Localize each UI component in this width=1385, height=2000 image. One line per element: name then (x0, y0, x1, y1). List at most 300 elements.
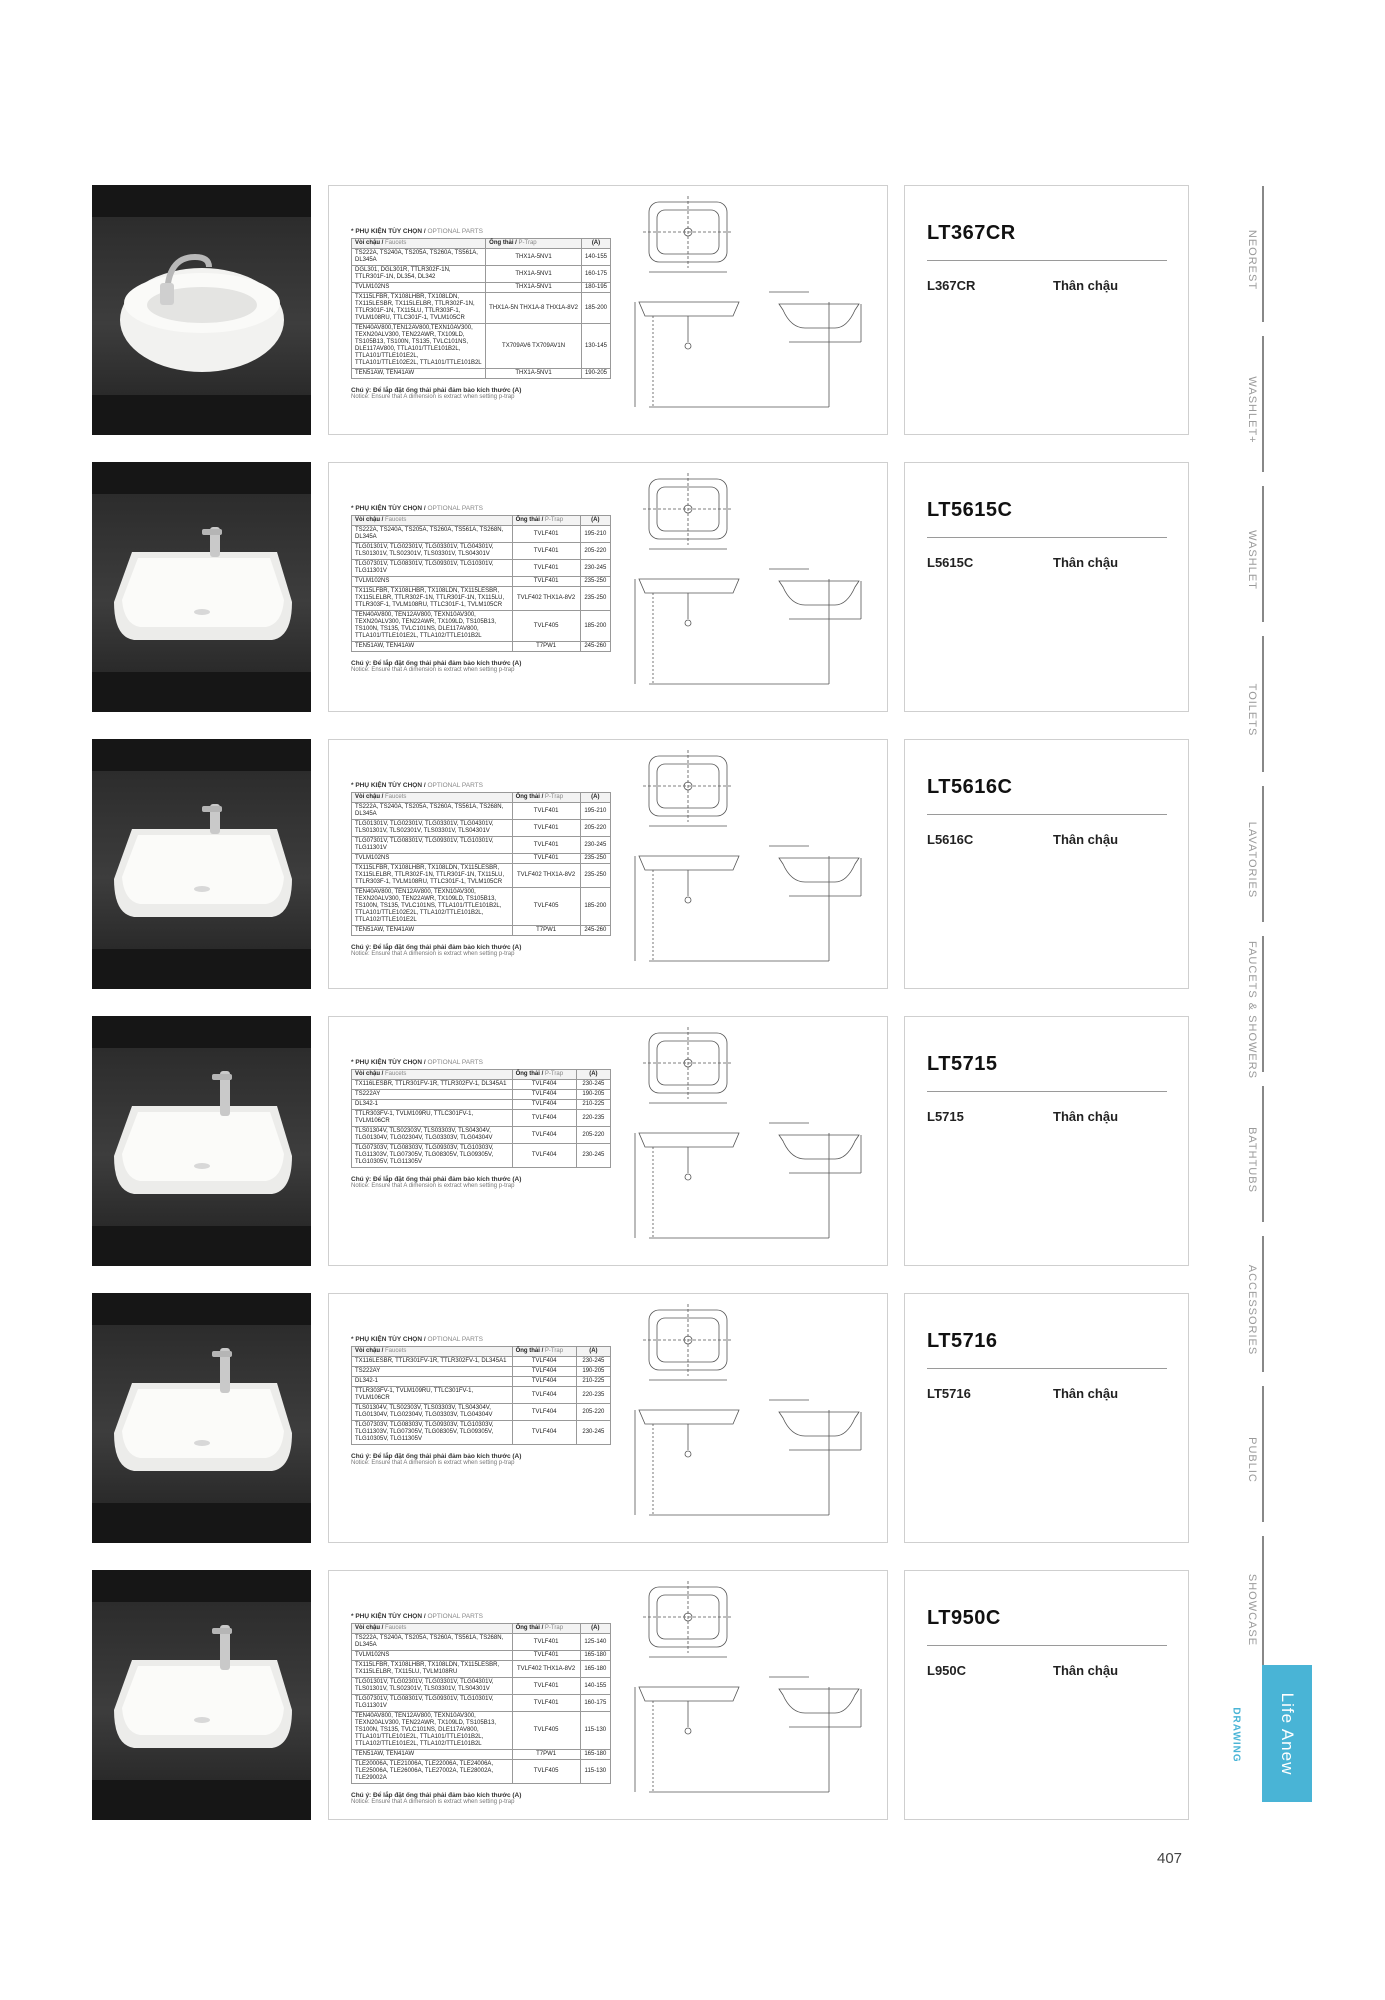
trap-cell: TVLF405 (512, 888, 580, 926)
trap-cell: TVLF404 (512, 1080, 576, 1090)
table-row (352, 283, 611, 293)
col-a: (A) (580, 793, 610, 803)
note-en: Notice: Ensure that A dimension is extract when setting p-trap (351, 394, 515, 400)
optional-label: * PHỤ KIỆN TÙY CHỌN / (351, 1613, 428, 1620)
table-row (352, 560, 611, 577)
faucet-cell: TEN40AV800,TEN12AV800,TEXN10AV300, TEXN20ALV300, TEN22AWR, TX109LD, TS105B13, TS100N, TS135, TVLC101NS, DLE117AV800, TTLA101/TTLE101B2L, TTLA101/TTLE101E2L, TTLA101/TTLE102E2L, TTLA101/TTLE101B2L (352, 324, 486, 369)
technical-drawing (629, 746, 879, 987)
note-vi: Chú ý: Để lắp đặt ống thải phải đảm bảo kích thước (A) (351, 660, 522, 667)
table-row (352, 1367, 611, 1377)
optional-parts-table (351, 792, 611, 936)
optional-label: * PHỤ KIỆN TÙY CHỌN / (351, 1059, 428, 1066)
a-cell: 235-250 (580, 864, 610, 888)
col-trap: Ống thải / P-Trap (512, 1624, 580, 1634)
part-code: L5616C (927, 832, 974, 847)
spec-panel (328, 185, 888, 435)
faucet-cell: TLG01301V, TLG02301V, TLG03301V, TLG04301V, TLS01301V, TLS02301V, TLS03301V, TLS04301V (352, 820, 513, 837)
a-cell: 230-245 (580, 837, 610, 854)
trap-cell: TVLF401 (512, 820, 580, 837)
trap-cell: TX709AV6 TX709AV1N (486, 324, 582, 369)
faucet-cell: TS222AY (352, 1367, 513, 1377)
optional-parts-title (351, 228, 611, 235)
note-en: Notice: Ensure that A dimension is extract when setting p-trap (351, 1799, 515, 1805)
part-code: L367CR (927, 278, 976, 293)
side-nav-separator (1262, 786, 1264, 922)
product-row (92, 185, 1188, 437)
note-vi: Chú ý: Để lắp đặt ống thải phải đảm bảo kích thước (A) (351, 387, 522, 394)
optional-label-en: OPTIONAL PARTS (427, 1613, 483, 1620)
col-faucet: Vòi chậu / Faucets (352, 1347, 513, 1357)
a-cell: 140-155 (580, 1678, 610, 1695)
side-nav-label: ACCESSORIES (1246, 1264, 1258, 1356)
trap-cell: TVLF404 (512, 1377, 576, 1387)
optional-parts-title (351, 1613, 611, 1620)
col-faucet-en: Faucets (385, 1348, 407, 1354)
a-cell: 160-175 (581, 266, 610, 283)
faucet-cell: TLE20006A, TLE21006A, TLE22006A, TLE24006A, TLE25006A, TLE26006A, TLE27002A, TLE28002A, TLE29002A (352, 1760, 513, 1784)
part-desc: Thân chậu (1053, 555, 1119, 570)
technical-drawing (629, 469, 879, 710)
optional-parts-title (351, 1336, 611, 1343)
optional-label: * PHỤ KIỆN TÙY CHỌN / (351, 1336, 428, 1343)
product-row (92, 739, 1188, 991)
side-nav-separator (1262, 1386, 1264, 1522)
table-row (352, 803, 611, 820)
trap-cell: TVLF401 (512, 543, 580, 560)
divider (927, 1645, 1167, 1646)
col-faucet: Vòi chậu / Faucets (352, 793, 513, 803)
a-cell: 245-260 (580, 926, 610, 936)
a-cell: 165-180 (580, 1661, 610, 1678)
a-cell: 190-205 (576, 1367, 610, 1377)
product-row (92, 1570, 1188, 1822)
technical-drawing (629, 192, 879, 433)
optional-parts (351, 1613, 611, 1805)
side-nav-separator (1262, 636, 1264, 772)
optional-parts (351, 1336, 611, 1466)
model-code: LT5615C (927, 499, 1013, 521)
divider (927, 537, 1167, 538)
spec-panel (328, 739, 888, 989)
a-cell: 230-245 (576, 1144, 610, 1168)
optional-parts-table (351, 1346, 611, 1445)
a-cell: 230-245 (576, 1357, 610, 1367)
technical-drawing (629, 1300, 879, 1541)
a-cell: 220-235 (576, 1387, 610, 1404)
col-trap-en: P-Trap (544, 517, 564, 523)
optional-parts-table (351, 238, 611, 379)
optional-parts (351, 228, 611, 400)
table-row (352, 1110, 611, 1127)
faucet-cell: TX116LESBR, TTLR301FV-1R, TTLR302FV-1, DL345A1 (352, 1357, 513, 1367)
optional-parts-table (351, 1623, 611, 1784)
trap-cell: TVLF401 (512, 577, 580, 587)
model-panel (904, 739, 1189, 989)
faucet-cell: TLS01304V, TLS02303V, TLS03303V, TLS04304V, TLG01304V, TLG02304V, TLG03303V, TLG04304V (352, 1404, 513, 1421)
part-code: LT5716 (927, 1386, 971, 1401)
col-faucet: Vòi chậu / Faucets (352, 516, 513, 526)
table-row (352, 1090, 611, 1100)
trap-cell: TVLF402 THX1A-8V2 (512, 1661, 580, 1678)
a-cell: 210-225 (576, 1377, 610, 1387)
optional-parts (351, 1059, 611, 1189)
product-row (92, 1293, 1188, 1545)
trap-cell: TVLF404 (512, 1127, 576, 1144)
divider (927, 260, 1167, 261)
table-row (352, 1377, 611, 1387)
product-photo (92, 1016, 311, 1266)
table-header (352, 1624, 611, 1634)
table-row (352, 1421, 611, 1445)
trap-cell: TVLF401 (512, 837, 580, 854)
faucet-cell: TS222A, TS240A, TS205A, TS260A, TS561A, TS268N, DL345A (352, 803, 513, 820)
part-desc: Thân chậu (1053, 1386, 1119, 1401)
trap-cell: TVLF401 (512, 526, 580, 543)
product-photo (92, 1293, 311, 1543)
drawing-tab[interactable] (1226, 1700, 1246, 1770)
side-nav-item[interactable] (1232, 790, 1272, 930)
col-trap-en: P-Trap (544, 794, 564, 800)
model-panel (904, 1016, 1189, 1266)
table-row (352, 1100, 611, 1110)
trap-cell: TVLF401 (512, 803, 580, 820)
a-cell: 230-245 (580, 560, 610, 577)
product-photo (92, 185, 311, 435)
table-row (352, 854, 611, 864)
a-cell: 210-225 (576, 1100, 610, 1110)
faucet-cell: TLG01301V, TLG02301V, TLG03301V, TLG04301V, TLS01301V, TLS02301V, TLS03301V, TLS04301V (352, 543, 513, 560)
table-header (352, 239, 611, 249)
model-panel (904, 1293, 1189, 1543)
spec-panel (328, 1570, 888, 1820)
divider (927, 814, 1167, 815)
col-trap: Ống thải / P-Trap (486, 239, 582, 249)
table-row (352, 837, 611, 854)
faucet-cell: TLG07303V, TLG08303V, TLG09303V, TLG10303V, TLG11303V, TLG07305V, TLG08305V, TLG09305V, TLG10305V, TLG11305V (352, 1144, 513, 1168)
table-row (352, 1634, 611, 1651)
side-nav-separator (1262, 1086, 1264, 1222)
model-code: LT5616C (927, 776, 1013, 798)
table-row (352, 249, 611, 266)
faucet-cell: DL342-1 (352, 1377, 513, 1387)
trap-cell: TVLF405 (512, 1712, 580, 1750)
table-row (352, 1760, 611, 1784)
part-desc: Thân chậu (1053, 278, 1119, 293)
side-nav-item[interactable] (1232, 940, 1272, 1080)
a-cell: 230-245 (576, 1080, 610, 1090)
col-a: (A) (576, 1070, 610, 1080)
col-trap-en: P-Trap (518, 240, 537, 246)
product-photo (92, 1570, 311, 1820)
model-panel (904, 1570, 1189, 1820)
a-cell: 190-205 (576, 1090, 610, 1100)
table-row (352, 1661, 611, 1678)
table-row (352, 1404, 611, 1421)
col-faucet: Vòi chậu / Faucets (352, 239, 486, 249)
trap-cell: TVLF402 THX1A-8V2 (512, 864, 580, 888)
trap-cell: TVLF401 (512, 1678, 580, 1695)
col-trap: Ống thải / P-Trap (512, 793, 580, 803)
faucet-cell: TS222AY (352, 1090, 513, 1100)
side-nav-separator (1262, 936, 1264, 1072)
a-cell: 245-260 (580, 642, 610, 652)
a-cell: 190-205 (581, 369, 610, 379)
col-trap: Ống thải / P-Trap (512, 1070, 576, 1080)
table-row (352, 543, 611, 560)
faucet-cell: TEN51AW, TEN41AW (352, 1750, 513, 1760)
optional-parts (351, 505, 611, 673)
faucet-cell: TVLM102NS (352, 1651, 513, 1661)
product-row (92, 1016, 1188, 1268)
faucet-cell: DGL301, DGL301R, TTLR302F-1N, TTLR301F-1N, DL354, DL342 (352, 266, 486, 283)
side-nav-label: FAUCETS & SHOWERS (1246, 940, 1258, 1080)
side-nav-item[interactable] (1232, 340, 1272, 480)
trap-cell: TVLF402 THX1A-8V2 (512, 587, 580, 611)
side-nav-label: NEOREST (1246, 229, 1258, 291)
technical-drawing (629, 1023, 879, 1264)
part-code: L5715 (927, 1109, 964, 1124)
table-row (352, 1712, 611, 1750)
table-header (352, 1070, 611, 1080)
note-vi: Chú ý: Để lắp đặt ống thải phải đảm bảo kích thước (A) (351, 944, 522, 951)
spec-panel (328, 1293, 888, 1543)
trap-cell: TVLF404 (512, 1144, 576, 1168)
brand-box (1262, 1665, 1312, 1802)
brand-label: Life Anew (1278, 1692, 1297, 1775)
trap-cell: TVLF404 (512, 1387, 576, 1404)
a-cell: 205-220 (576, 1404, 610, 1421)
trap-cell: TVLF404 (512, 1404, 576, 1421)
side-nav-label: SHOWCASE (1246, 1573, 1258, 1647)
faucet-cell: TX116LESBR, TTLR301FV-1R, TTLR302FV-1, DL345A1 (352, 1080, 513, 1090)
side-nav-separator (1262, 1536, 1264, 1672)
a-cell: 205-220 (576, 1127, 610, 1144)
drawing-tab-label: DRAWING (1230, 1707, 1242, 1763)
optional-parts-title (351, 505, 611, 512)
page-number: 407 (1157, 1850, 1183, 1867)
a-cell: 125-140 (580, 1634, 610, 1651)
faucet-cell: TEN40AV800, TEN12AV800, TEXN10AV300, TEXN20ALV300, TEN22AWR, TX109LD, TS105B13, TS100N, TS135, TVLC101NS, TTLA101/TTLE101B2L, TTLA101/TTLE102E2L, TTLA102/TTLE101B2L, TTLA102/TTLE101E2L (352, 888, 513, 926)
col-trap-en: P-Trap (544, 1625, 564, 1631)
col-trap: Ống thải / P-Trap (512, 516, 580, 526)
a-cell: 115-130 (580, 1712, 610, 1750)
model-code: LT367CR (927, 222, 1016, 244)
side-nav-separator (1262, 1236, 1264, 1372)
col-faucet: Vòi chậu / Faucets (352, 1624, 513, 1634)
spec-panel (328, 462, 888, 712)
faucet-cell: TLG07303V, TLG08303V, TLG09303V, TLG10303V, TLG11303V, TLG07305V, TLG08305V, TLG09305V, TLG10305V, TLG11305V (352, 1421, 513, 1445)
a-cell: 130-145 (581, 324, 610, 369)
trap-cell: TVLF401 (512, 1634, 580, 1651)
side-nav-separator (1262, 336, 1264, 472)
table-row (352, 1651, 611, 1661)
model-code: LT5715 (927, 1053, 998, 1075)
table-row (352, 611, 611, 642)
side-nav-item[interactable] (1232, 1390, 1272, 1530)
trap-cell: TVLF405 (512, 611, 580, 642)
trap-cell: THX1A-5N THX1A-8 THX1A-8V2 (486, 293, 582, 324)
product-photo (92, 462, 311, 712)
part-desc: Thân chậu (1053, 832, 1119, 847)
optional-parts (351, 782, 611, 957)
optional-parts-title (351, 782, 611, 789)
table-row (352, 820, 611, 837)
table-row (352, 642, 611, 652)
faucet-cell: TVLM102NS (352, 283, 486, 293)
model-panel (904, 462, 1189, 712)
col-faucet: Vòi chậu / Faucets (352, 1070, 513, 1080)
note-vi: Chú ý: Để lắp đặt ống thải phải đảm bảo kích thước (A) (351, 1453, 522, 1460)
part-code: L5615C (927, 555, 974, 570)
trap-cell: THX1A-5NV1 (486, 283, 582, 293)
side-nav-label: WASHLET+ (1246, 376, 1258, 444)
side-nav-item[interactable] (1232, 1090, 1272, 1230)
a-cell: 205-220 (580, 820, 610, 837)
trap-cell: T7PW1 (512, 642, 580, 652)
side-nav-item[interactable] (1232, 640, 1272, 780)
optional-parts-table (351, 1069, 611, 1168)
a-cell: 185-200 (580, 888, 610, 926)
note-vi: Chú ý: Để lắp đặt ống thải phải đảm bảo kích thước (A) (351, 1792, 522, 1799)
optional-label-en: OPTIONAL PARTS (427, 1059, 483, 1066)
col-a: (A) (580, 1624, 610, 1634)
a-cell: 220-235 (576, 1110, 610, 1127)
table-row (352, 926, 611, 936)
faucet-cell: TLG07301V, TLG08301V, TLG09301V, TLG10301V, TLG11301V (352, 1695, 513, 1712)
col-a: (A) (576, 1347, 610, 1357)
col-trap-en: P-Trap (544, 1071, 564, 1077)
faucet-cell: TX115LFBR, TX108LHBR, TX108LDN, TX115LESBR, TX115LELBR, TTLR302F-1N, TTLR301F-1N, TX115LU, TTLR303F-1, TVLM108RU, TTLC301F-1, TVLM105CR (352, 293, 486, 324)
a-cell: 185-200 (580, 611, 610, 642)
a-cell: 205-220 (580, 543, 610, 560)
trap-cell: TVLF401 (512, 854, 580, 864)
a-cell: 160-175 (580, 1695, 610, 1712)
table-header (352, 1347, 611, 1357)
trap-cell: TVLF404 (512, 1367, 576, 1377)
trap-cell: THX1A-5NV1 (486, 369, 582, 379)
a-cell: 235-250 (580, 587, 610, 611)
faucet-cell: TTLR303FV-1, TVLM109RU, TTLC301FV-1, TVLM106CR (352, 1110, 513, 1127)
faucet-cell: TS222A, TS240A, TS205A, TS260A, TS561A, DL345A (352, 249, 486, 266)
side-nav-item[interactable] (1232, 190, 1272, 330)
a-cell: 115-130 (580, 1760, 610, 1784)
side-nav-label: PUBLIC (1246, 1437, 1258, 1483)
trap-cell: TVLF404 (512, 1421, 576, 1445)
faucet-cell: TLG07301V, TLG08301V, TLG09301V, TLG10301V, TLG11301V (352, 560, 513, 577)
trap-cell: TVLF404 (512, 1090, 576, 1100)
optional-label: * PHỤ KIỆN TÙY CHỌN / (351, 228, 428, 235)
trap-cell: TVLF401 (512, 1651, 580, 1661)
table-row (352, 369, 611, 379)
faucet-cell: TVLM102NS (352, 854, 513, 864)
table-row (352, 864, 611, 888)
note-vi: Chú ý: Để lắp đặt ống thải phải đảm bảo kích thước (A) (351, 1176, 522, 1183)
faucet-cell: TS222A, TS240A, TS205A, TS260A, TS561A, TS268N, DL345A (352, 1634, 513, 1651)
side-nav-separator (1262, 486, 1264, 622)
spec-panel (328, 1016, 888, 1266)
faucet-cell: TX115LFBR, TX108LHBR, TX108LDN, TX115LESBR, TX115LELBR, TTLR302F-1N, TTLR301F-1N, TX115LU, TTLR303F-1, TVLM108RU, TTLC301F-1, TVLM105CR (352, 864, 513, 888)
faucet-cell: TEN51AW, TEN41AW (352, 926, 513, 936)
col-a: (A) (580, 516, 610, 526)
divider (927, 1368, 1167, 1369)
trap-cell: T7PW1 (512, 926, 580, 936)
faucet-cell: TTLR303FV-1, TVLM109RU, TTLC301FV-1, TVLM106CR (352, 1387, 513, 1404)
part-desc: Thân chậu (1053, 1109, 1119, 1124)
faucet-cell: TEN51AW, TEN41AW (352, 369, 486, 379)
table-row (352, 1080, 611, 1090)
table-header (352, 516, 611, 526)
part-desc: Thân chậu (1053, 1663, 1119, 1678)
product-row (92, 462, 1188, 714)
model-code: LT950C (927, 1607, 1001, 1629)
faucet-cell: TLG01301V, TLG02301V, TLG03301V, TLG04301V, TLS01301V, TLS02301V, TLS03301V, TLS04301V (352, 1678, 513, 1695)
table-row (352, 324, 611, 369)
model-code: LT5716 (927, 1330, 998, 1352)
faucet-cell: TEN40AV800, TEN12AV800, TEXN10AV300, TEXN20ALV300, TEN22AWR, TX109LD, TS105B13, TS100N, TS135, TVLC101NS, DLE117AV800, TTLA101/TTLE101E2L, TTLA101/TTLE101B2L, TTLA102/TTLE101E2L, TTLA102/TTLE101B2L (352, 1712, 513, 1750)
a-cell: 185-200 (581, 293, 610, 324)
trap-cell: TVLF404 (512, 1110, 576, 1127)
optional-label-en: OPTIONAL PARTS (427, 505, 483, 512)
faucet-cell: TX115LFBR, TX108LHBR, TX108LDN, TX115LESBR, TX115LELBR, TX115LU, TVLM108RU (352, 1661, 513, 1678)
a-cell: 180-195 (581, 283, 610, 293)
side-nav-label: WASHLET (1246, 530, 1258, 590)
table-row (352, 526, 611, 543)
col-faucet-en: Faucets (385, 1625, 407, 1631)
side-nav-label: BATHTUBS (1246, 1127, 1258, 1193)
faucet-cell: TLG07301V, TLG08301V, TLG09301V, TLG10301V, TLG11301V (352, 837, 513, 854)
note-en: Notice: Ensure that A dimension is extract when setting p-trap (351, 1460, 515, 1466)
optional-label-en: OPTIONAL PARTS (427, 1336, 483, 1343)
trap-cell: THX1A-5NV1 (486, 249, 582, 266)
optional-label-en: OPTIONAL PARTS (427, 782, 483, 789)
trap-cell: TVLF401 (512, 1695, 580, 1712)
optional-label: * PHỤ KIỆN TÙY CHỌN / (351, 505, 428, 512)
note-en: Notice: Ensure that A dimension is extract when setting p-trap (351, 667, 515, 673)
col-a: (A) (581, 239, 610, 249)
part-code: L950C (927, 1663, 967, 1678)
side-nav-item[interactable] (1232, 1240, 1272, 1380)
table-row (352, 1678, 611, 1695)
a-cell: 235-250 (580, 577, 610, 587)
side-nav-label: LAVATORIES (1246, 821, 1258, 899)
trap-cell: T7PW1 (512, 1750, 580, 1760)
table-row (352, 266, 611, 283)
a-cell: 140-155 (581, 249, 610, 266)
trap-cell: TVLF404 (512, 1357, 576, 1367)
note-en: Notice: Ensure that A dimension is extract when setting p-trap (351, 1183, 515, 1189)
divider (927, 1091, 1167, 1092)
table-row (352, 1127, 611, 1144)
a-cell: 235-250 (580, 854, 610, 864)
a-cell: 230-245 (576, 1421, 610, 1445)
table-row (352, 1750, 611, 1760)
col-faucet-en: Faucets (385, 517, 407, 523)
side-nav-item[interactable] (1232, 490, 1272, 630)
side-nav-separator (1262, 186, 1264, 322)
trap-cell: TVLF405 (512, 1760, 580, 1784)
a-cell: 165-180 (580, 1750, 610, 1760)
table-row (352, 1387, 611, 1404)
side-nav-item[interactable] (1232, 1540, 1272, 1680)
faucet-cell: TS222A, TS240A, TS205A, TS260A, TS561A, TS268N, DL345A (352, 526, 513, 543)
table-row (352, 1144, 611, 1168)
col-faucet-en: Faucets (385, 240, 407, 246)
trap-cell: TVLF401 (512, 560, 580, 577)
col-trap: Ống thải / P-Trap (512, 1347, 576, 1357)
table-row (352, 587, 611, 611)
table-row (352, 888, 611, 926)
col-trap-en: P-Trap (544, 1348, 564, 1354)
